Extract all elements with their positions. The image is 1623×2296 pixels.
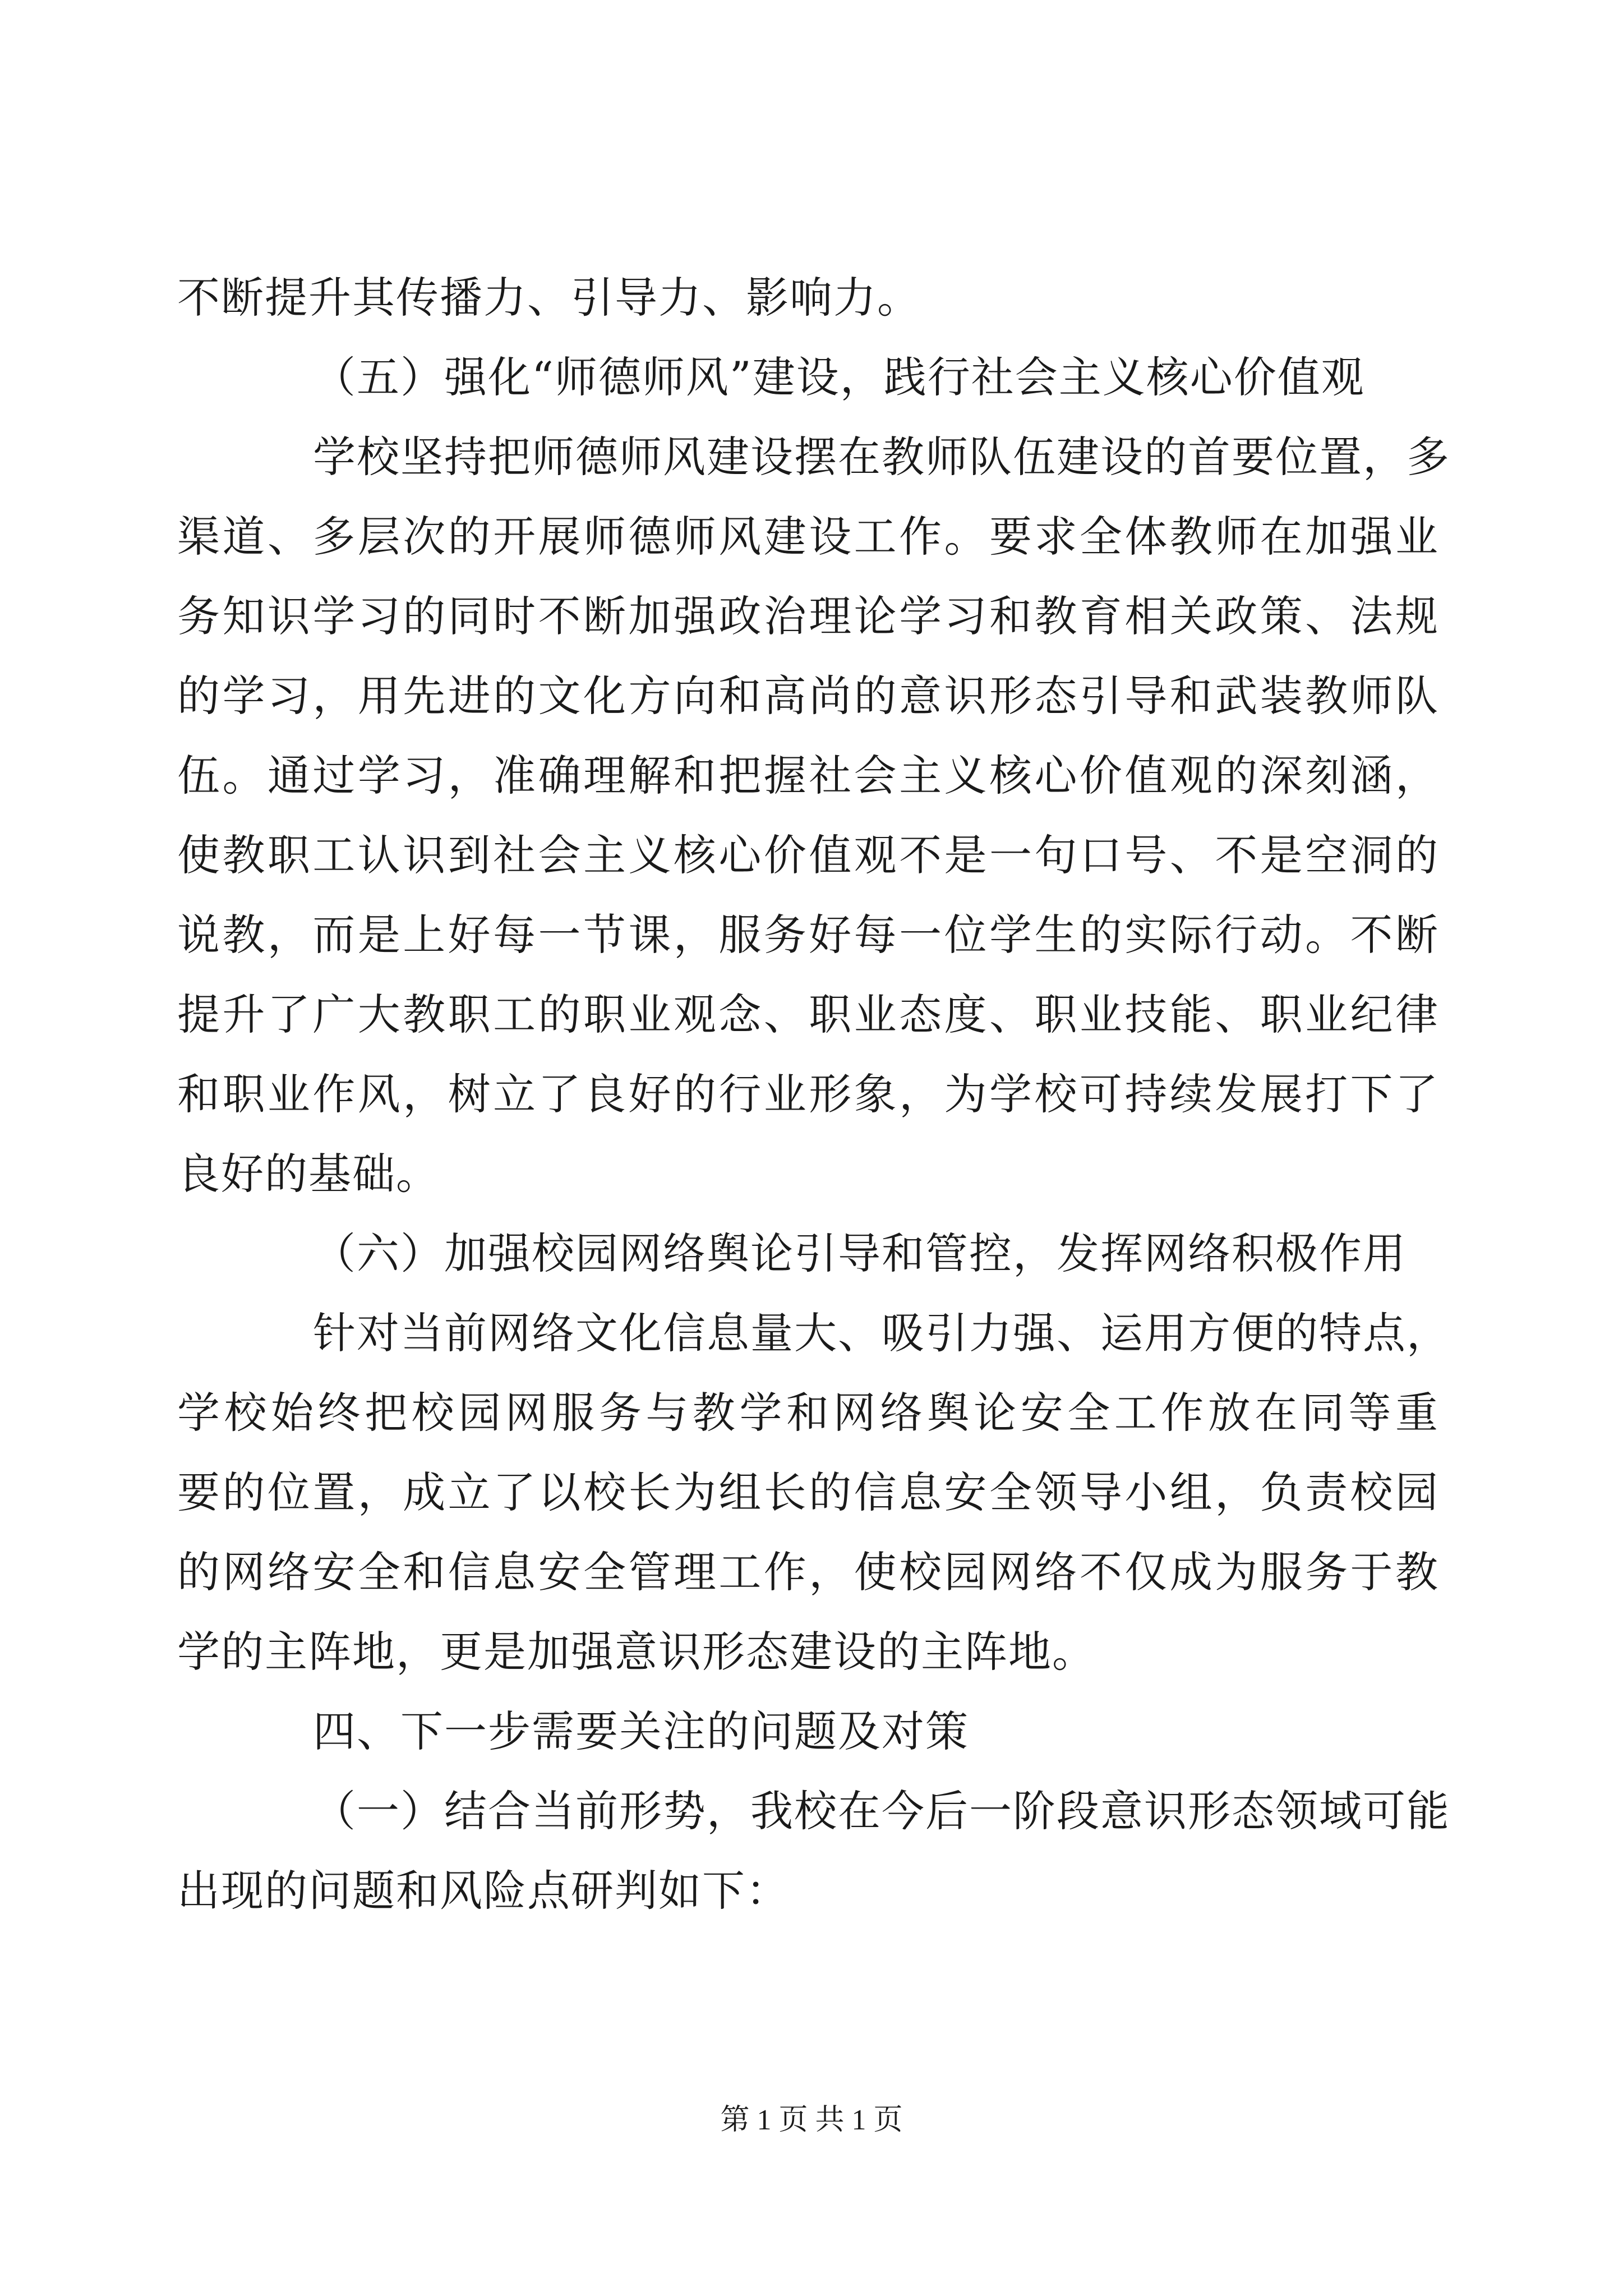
paragraph-line: （一）结合当前形势，我校在今后一阶段意识形态领域可能 [313, 1786, 1450, 1836]
paragraph-line: 要的位置，成立了以校长为组长的信息安全领导小组，负责校园 [177, 1467, 1439, 1517]
paragraph-line: 针对当前网络文化信息量大、吸引力强、运用方便的特点， [313, 1308, 1450, 1358]
paragraph-line: 使教职工认识到社会主义核心价值观不是一句口号、不是空洞的 [177, 830, 1439, 880]
paragraph-line: 出现的问题和风险点研判如下： [177, 1866, 790, 1916]
paragraph-line: 不断提升其传播力、引导力、影响力。 [177, 273, 921, 323]
paragraph-line: 务知识学习的同时不断加强政治理论学习和教育相关政策、法规 [177, 591, 1439, 641]
paragraph-line: 说教，而是上好每一节课，服务好每一位学生的实际行动。不断 [177, 910, 1439, 960]
paragraph-line: 提升了广大教职工的职业观念、职业态度、职业技能、职业纪律 [177, 990, 1439, 1039]
paragraph-line: 学的主阵地，更是加强意识形态建设的主阵地。 [177, 1627, 1096, 1677]
section-heading-4: 四、下一步需要关注的问题及对策 [313, 1706, 969, 1756]
section-heading-5: （五）强化“师德师风”建设，践行社会主义核心价值观 [313, 352, 1365, 402]
section-heading-6: （六）加强校园网络舆论引导和管控，发挥网络积极作用 [313, 1228, 1407, 1278]
page-footer: 第 1 页 共 1 页 [720, 2104, 903, 2136]
paragraph-line: 和职业作风，树立了良好的行业形象，为学校可持续发展打下了 [177, 1069, 1439, 1119]
paragraph-line: 学校始终把校园网服务与教学和网络舆论安全工作放在同等重 [177, 1388, 1439, 1438]
paragraph-line: 的网络安全和信息安全管理工作，使校园网络不仅成为服务于教 [177, 1547, 1439, 1597]
paragraph-line: 学校坚持把师德师风建设摆在教师队伍建设的首要位置，多 [313, 432, 1450, 482]
paragraph-line: 的学习，用先进的文化方向和高尚的意识形态引导和武装教师队 [177, 671, 1439, 721]
paragraph-line: 渠道、多层次的开展师德师风建设工作。要求全体教师在加强业 [177, 512, 1439, 562]
paragraph-line: 伍。通过学习，准确理解和把握社会主义核心价值观的深刻涵， [177, 751, 1439, 800]
paragraph-line: 良好的基础。 [177, 1149, 440, 1199]
